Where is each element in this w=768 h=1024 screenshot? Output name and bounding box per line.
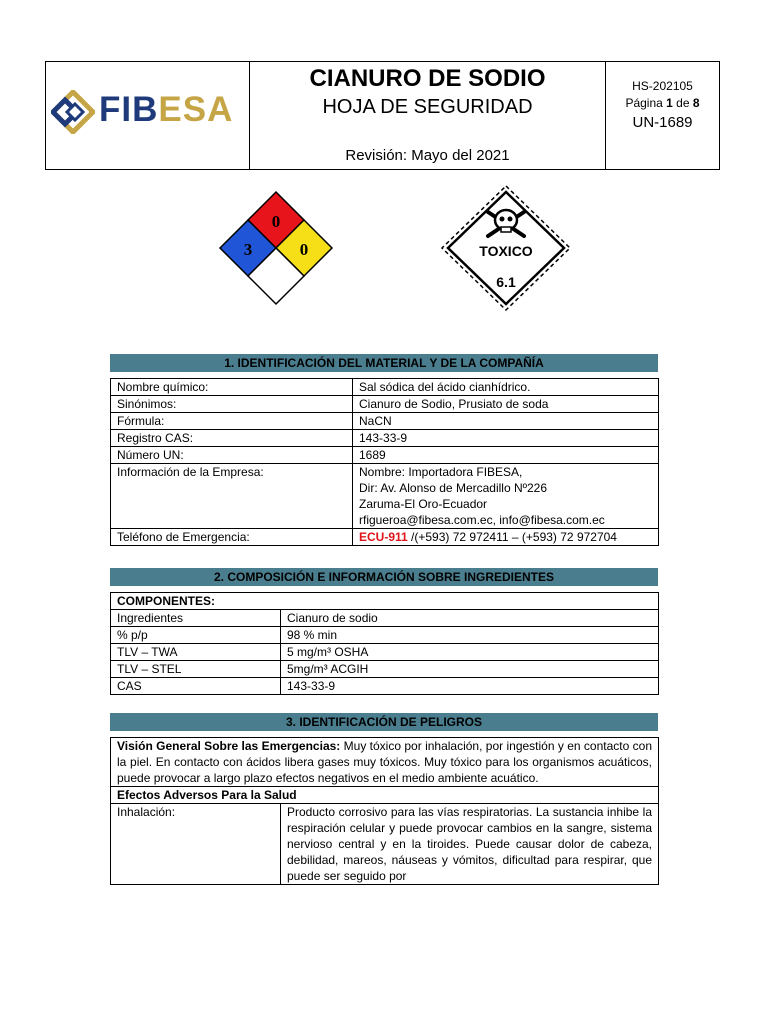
- row-label: Número UN:: [111, 447, 353, 464]
- row-label: TLV – TWA: [111, 644, 281, 661]
- logo-text-fib: FIB: [99, 90, 159, 129]
- nfpa-flammability-value: 0: [271, 212, 281, 231]
- company-address: Dir: Av. Alonso de Mercadillo Nº226: [359, 481, 548, 495]
- row-label: CAS: [111, 678, 281, 695]
- section-3-table: [110, 737, 659, 885]
- table-row: [111, 787, 659, 804]
- overview-text: Muy tóxico por inhalación, por ingestión y en contacto con la piel. En contacto con ácidos libera gases muy tóxicos. Muy tóxico para los organismos acuáticos, puede provocar a largo plazo efectos negativos en el medio ambiente acuático.: [117, 739, 653, 785]
- table-row: [111, 627, 659, 644]
- company-emails: rfigueroa@fibesa.com.ec, info@fibesa.com.ec: [359, 513, 605, 527]
- page-number: 1: [666, 96, 673, 110]
- row-value: Cianuro de sodio: [281, 610, 659, 627]
- document-header: [45, 61, 720, 170]
- table-row: [111, 529, 659, 546]
- table-row: [111, 396, 659, 413]
- table-row: [111, 593, 659, 610]
- row-label: TLV – STEL: [111, 661, 281, 678]
- logo-text: [99, 90, 233, 130]
- emergency-numbers: /(+593) 72 972411 – (+593) 72 972704: [407, 530, 617, 544]
- table-row: [111, 738, 659, 787]
- company-city: Zaruma-El Oro-Ecuador: [359, 497, 488, 511]
- page-of: de: [672, 96, 693, 110]
- table-row: [111, 804, 659, 885]
- section-2-table: [110, 592, 659, 695]
- row-value: 98 % min: [281, 627, 659, 644]
- code-block: [606, 62, 719, 169]
- row-value: 143-33-9: [281, 678, 659, 695]
- section-2-title: 2. COMPOSICIÓN E INFORMACIÓN SOBRE INGREDIENTES: [110, 568, 658, 586]
- row-label: Registro CAS:: [111, 430, 353, 447]
- row-value: 5 mg/m³ OSHA: [281, 644, 659, 661]
- row-value: Cianuro de Sodio, Prusiato de soda: [353, 396, 659, 413]
- toxic-class-number: 6.1: [496, 274, 516, 290]
- row-label: Nombre químico:: [111, 379, 353, 396]
- table-row: [111, 413, 659, 430]
- table-row: [111, 447, 659, 464]
- row-label: % p/p: [111, 627, 281, 644]
- un-number: UN-1689: [632, 114, 693, 131]
- company-info: [353, 464, 659, 529]
- ecu-911-label: ECU-911: [359, 530, 408, 544]
- document-title: CIANURO DE SODIO: [309, 65, 546, 92]
- components-header: COMPONENTES:: [111, 593, 659, 610]
- company-name: Nombre: Importadora FIBESA,: [359, 465, 523, 479]
- document-subtitle: HOJA DE SEGURIDAD: [322, 96, 533, 118]
- row-label: Sinónimos:: [111, 396, 353, 413]
- table-row: [111, 430, 659, 447]
- overview-label: Visión General Sobre las Emergencias:: [117, 739, 341, 753]
- fibesa-logo-icon: [51, 90, 95, 134]
- row-label: Información de la Empresa:: [111, 464, 353, 529]
- table-row: [111, 464, 659, 529]
- nfpa-health-value: 3: [243, 240, 253, 259]
- table-row: [111, 379, 659, 396]
- table-row: [111, 661, 659, 678]
- section-1-table: [110, 378, 659, 546]
- row-value: 5mg/m³ ACGIH: [281, 661, 659, 678]
- page-indicator: [606, 96, 719, 110]
- title-block: [250, 62, 606, 169]
- table-row: [111, 644, 659, 661]
- document-code: HS-202105: [632, 79, 693, 93]
- page-prefix: Página: [625, 96, 667, 110]
- revision-date: Revisión: Mayo del 2021: [345, 147, 510, 164]
- row-label: Teléfono de Emergencia:: [111, 529, 353, 546]
- section-1-title: 1. IDENTIFICACIÓN DEL MATERIAL Y DE LA COMPAÑÍA: [110, 354, 658, 372]
- toxic-label-icon: [440, 184, 572, 312]
- inhalation-text: Producto corrosivo para las vías respiratorias. La sustancia inhibe la respiración celular y puede provocar cambios en la sangre, sistema nervioso central y en la tiroides. Puede causar dolor de cabeza, debilidad, mareos, náuseas y vómitos, dificultad para respirar, que puede ser seguido por: [281, 804, 659, 885]
- row-value: NaCN: [353, 413, 659, 430]
- toxic-label-text: TOXICO: [479, 243, 533, 259]
- row-label: Inhalación:: [111, 804, 281, 885]
- adverse-effects-header: Efectos Adversos Para la Salud: [111, 787, 659, 804]
- nfpa-diamond-icon: [218, 190, 334, 306]
- row-value: Sal sódica del ácido cianhídrico.: [353, 379, 659, 396]
- page-total: 8: [692, 96, 700, 110]
- emergency-phones: [353, 529, 659, 546]
- row-value: 1689: [353, 447, 659, 464]
- table-row: [111, 610, 659, 627]
- section-3-title: 3. IDENTIFICACIÓN DE PELIGROS: [110, 713, 658, 731]
- table-row: [111, 678, 659, 695]
- company-logo: [46, 62, 250, 169]
- logo-text-esa: ESA: [158, 90, 234, 129]
- row-label: Ingredientes: [111, 610, 281, 627]
- nfpa-reactivity-value: 0: [299, 240, 309, 259]
- emergency-overview: [111, 738, 659, 787]
- row-value: 143-33-9: [353, 430, 659, 447]
- row-label: Fórmula:: [111, 413, 353, 430]
